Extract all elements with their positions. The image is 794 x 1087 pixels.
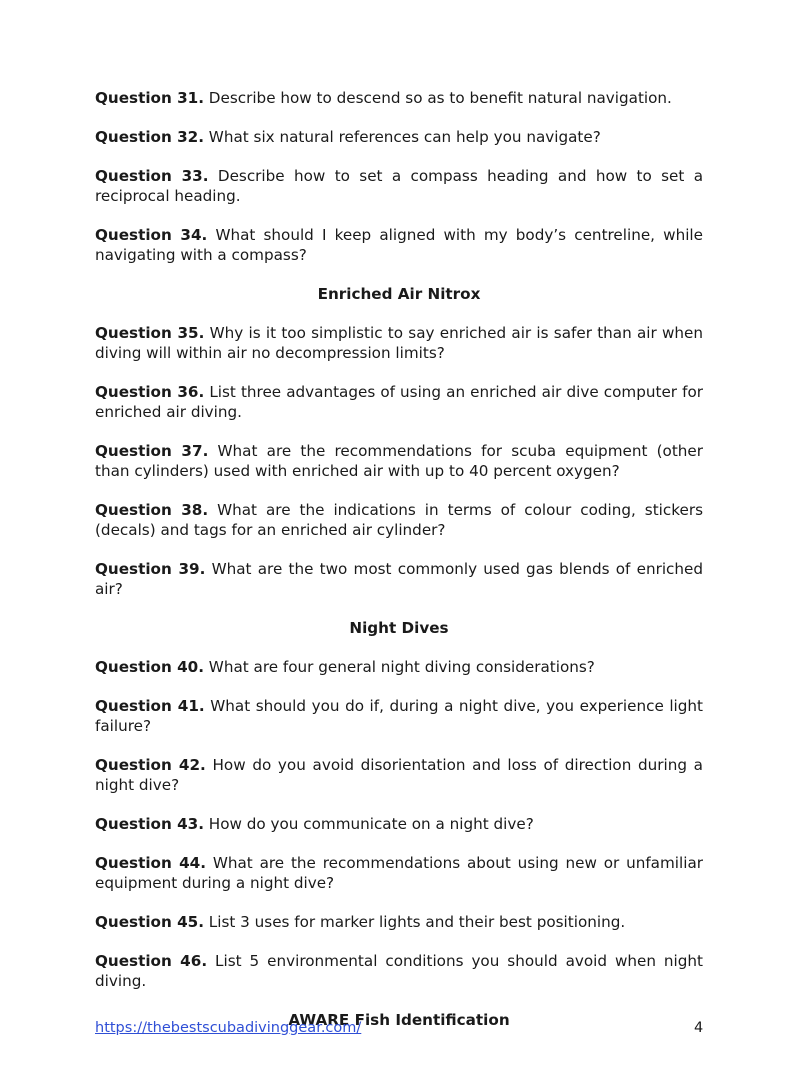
question-text: Why is it too simplistic to say enriched air is safer than air when diving will within air no decompression limits? <box>95 324 703 362</box>
question-item <box>95 853 703 893</box>
question-item <box>95 814 703 834</box>
question-item <box>95 166 703 206</box>
question-item <box>95 657 703 677</box>
question-item <box>95 755 703 795</box>
question-label: Question 45. <box>95 913 204 931</box>
question-item <box>95 225 703 265</box>
page-number: 4 <box>694 1020 704 1036</box>
question-text: Describe how to set a compass heading and how to set a reciprocal heading. <box>95 167 704 205</box>
question-label: Question 42. <box>95 756 206 774</box>
question-item <box>95 500 703 540</box>
question-label: Question 43. <box>95 815 204 833</box>
question-label: Question 40. <box>95 658 204 676</box>
question-item <box>95 951 703 991</box>
footer-link[interactable]: https://thebestscubadivinggear.com/ <box>95 1020 362 1036</box>
question-item <box>95 441 703 481</box>
question-text: What are the recommendations for scuba equipment (other than cylinders) used with enriched air with up to 40 percent oxygen? <box>95 442 703 480</box>
question-text: What six natural references can help you navigate? <box>203 128 601 146</box>
section-heading: AWARE Fish Identification <box>288 1011 510 1029</box>
question-text: Describe how to descend so as to benefit natural navigation. <box>203 89 672 107</box>
question-label: Question 32. <box>95 128 204 146</box>
document-body <box>95 88 703 1049</box>
question-text: List 3 uses for marker lights and their best positioning. <box>203 913 626 931</box>
question-label: Question 44. <box>95 854 206 872</box>
question-item <box>95 912 703 932</box>
question-item <box>95 127 703 147</box>
question-label: Question 35. <box>95 324 205 342</box>
question-label: Question 36. <box>95 383 205 401</box>
question-label: Question 34. <box>95 226 208 244</box>
question-item <box>95 88 703 108</box>
question-text: What are four general night diving considerations? <box>203 658 595 676</box>
section-heading: Night Dives <box>349 619 449 637</box>
question-item <box>95 696 703 736</box>
question-label: Question 31. <box>95 89 204 107</box>
question-item <box>95 323 703 363</box>
question-text: How do you communicate on a night dive? <box>203 815 534 833</box>
question-label: Question 33. <box>95 167 209 185</box>
question-label: Question 37. <box>95 442 209 460</box>
section-heading: Enriched Air Nitrox <box>317 285 481 303</box>
question-label: Question 39. <box>95 560 206 578</box>
question-text: What should I keep aligned with my body’s centreline, while navigating with a compass? <box>95 226 703 264</box>
question-text: What should you do if, during a night dive, you experience light failure? <box>95 697 704 735</box>
question-text: List three advantages of using an enriched air dive computer for enriched air diving. <box>95 383 704 421</box>
question-text: What are the recommendations about using new or unfamiliar equipment during a night dive? <box>95 854 703 892</box>
question-item <box>95 382 703 422</box>
question-item <box>95 559 703 599</box>
question-text: How do you avoid disorientation and loss of direction during a night dive? <box>95 756 703 794</box>
question-label: Question 41. <box>95 697 205 715</box>
question-text: What are the two most commonly used gas blends of enriched air? <box>95 560 703 598</box>
question-label: Question 38. <box>95 501 209 519</box>
question-text: List 5 environmental conditions you should avoid when night diving. <box>95 952 703 990</box>
question-text: What are the indications in terms of colour coding, stickers (decals) and tags for an enriched air cylinder? <box>95 501 703 539</box>
question-label: Question 46. <box>95 952 208 970</box>
